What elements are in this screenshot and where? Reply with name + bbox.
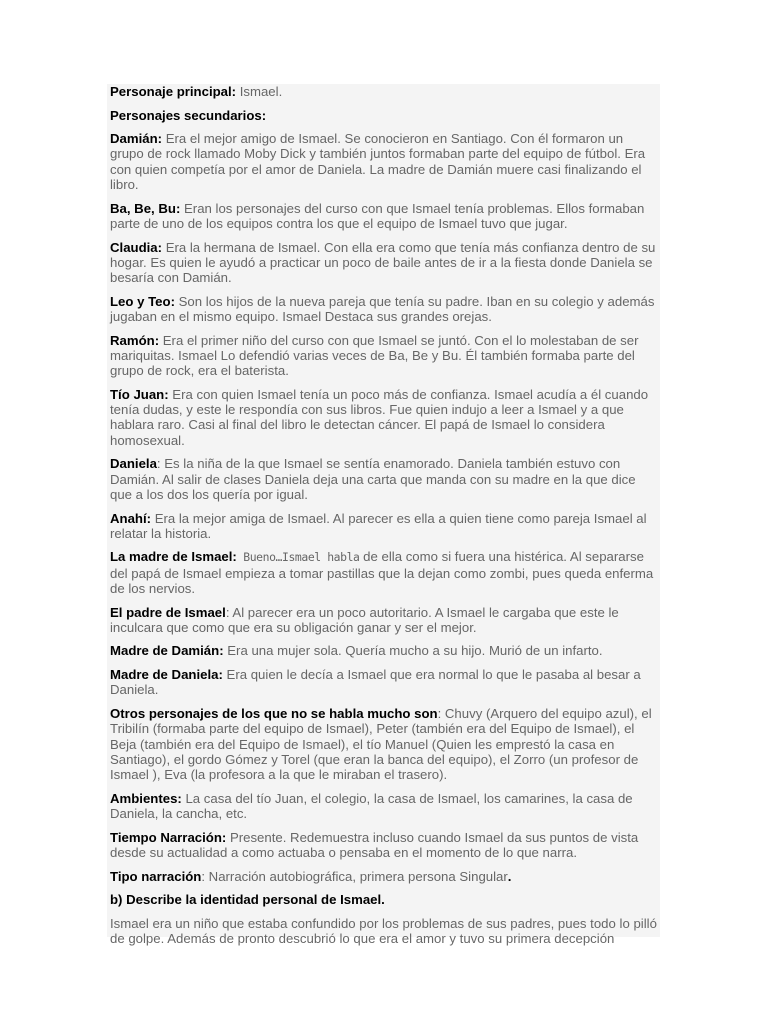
text-entry xyxy=(107,108,660,123)
entry-label: Damián: xyxy=(110,131,163,147)
entry-label: Madre de Daniela: xyxy=(110,667,223,683)
entry-text: Era el mejor amigo de Ismael. Se conocieron en Santiago. Con él formaron un grupo de rock llamado Moby Dick y también juntos formaban parte del equipo de fútbol. Era con quien competía por el amor de Daniela. La madre de Damián muere casi finalizando el libro. xyxy=(110,131,646,193)
entry-text: Eran los personajes del curso con que Ismael tenía problemas. Ellos formaban parte de uno de los equipos contra los que el equipo de Ismael tuvo que jugar. xyxy=(110,200,645,231)
entry-label: Leo y Teo: xyxy=(110,293,175,309)
entry-text: : Chuvy (Arquero del equipo azul), el Tribilín (formaba parte del equipo de Ismael), Peter (también era del Equipo de Ismael), el Beja (también era del Equipo de Ismael), el tío Manuel (Quien les emprestó la casa en Santiago), el gordo Gómez y Torel (que eran la banca del equipo), el Zorro (un profesor de Ismael ), Eva (la profesora a la que le miraban el trasero). xyxy=(110,705,652,783)
text-entry xyxy=(107,605,660,636)
entry-label: Otros personajes de los que no se habla mucho son xyxy=(110,705,438,721)
entry-label: Madre de Damián: xyxy=(110,643,224,659)
entry-text: Ismael. xyxy=(236,84,283,99)
text-entry xyxy=(107,294,660,325)
entry-text: Era una mujer sola. Quería mucho a su hijo. Murió de un infarto. xyxy=(223,643,603,659)
entry-text: : Al parecer era un poco autoritario. A Ismael le cargaba que este le inculcara que como que era su obligación ganar y ser el mejor. xyxy=(110,604,619,635)
entry-text: : Es la niña de la que Ismael se sentía enamorado. Daniela también estuvo con Damián. Al salir de clases Daniela deja una carta que manda con su madre en la que dice que a los dos los quería por igual. xyxy=(110,456,636,502)
entry-text: Era el primer niño del curso con que Ismael se juntó. Con el lo molestaban de ser mariquitas. Ismael Lo defendió varias veces de Ba, Be y Bu. Él también formaba parte del grupo de rock, era el baterista. xyxy=(110,332,639,379)
entry-text: Era la hermana de Ismael. Con ella era como que tenía más confianza dentro de su hogar. Es quien le ayudó a practicar un poco de baile antes de ir a la fiesta donde Daniela se besaría con Damián. xyxy=(110,239,656,286)
entry-text: de ella como si fuera una histérica. Al separarse del papá de Ismael empieza a tomar pastillas que la dejan como zombi, pues queda enferma de los nervios. xyxy=(110,549,654,596)
text-entry xyxy=(107,131,660,192)
text-entry xyxy=(107,549,660,596)
entry-text: : Narración autobiográfica, primera persona Singular xyxy=(201,868,508,884)
entry-label: Ba, Be, Bu: xyxy=(110,200,181,216)
text-entry xyxy=(107,387,660,448)
identity-paragraph: Ismael era un niño que estaba confundido por los problemas de sus padres, pues todo lo pilló de golpe. Además de pronto descubrió lo que era el amor y tuvo su primera decepción xyxy=(110,915,657,946)
text-entry xyxy=(107,240,660,286)
entry-text: Era la mejor amiga de Ismael. Al parecer es ella a quien tiene como pareja Ismael al relatar la historia. xyxy=(110,510,647,541)
entry-text: Era quien le decía a Ismael que era normal lo que le pasaba al besar a Daniela. xyxy=(110,667,641,698)
entry-tail: . xyxy=(507,868,512,884)
text-entry xyxy=(107,706,660,782)
entry-label: Anahí: xyxy=(110,510,152,526)
document-page xyxy=(107,84,660,946)
entry-text: Son los hijos de la nueva pareja que tenía su padre. Iban en su colegio y además jugaban en el mismo equipo. Ismael Destaca sus grandes orejas. xyxy=(110,293,655,325)
character-list xyxy=(107,84,660,907)
text-entry xyxy=(107,892,660,907)
text-entry xyxy=(107,456,660,502)
entry-text: Era con quien Ismael tenía un poco más de confianza. Ismael acudía a él cuando tenía dudas, y este le respondía con sus libros. Fue quien indujo a leer a Ismael y a que hablara raro. Casi al final del libro le detectan cáncer. El papá de Ismael lo considera homosexual. xyxy=(110,386,649,448)
text-entry xyxy=(107,830,660,861)
entry-label: Daniela xyxy=(110,456,157,472)
entry-label: Claudia: xyxy=(110,239,163,255)
text-entry xyxy=(107,333,660,379)
text-entry xyxy=(107,869,660,884)
entry-label: La madre de Ismael: xyxy=(110,549,237,565)
text-entry xyxy=(107,791,660,822)
entry-label: Ambientes: xyxy=(110,790,182,806)
text-entry xyxy=(107,643,660,658)
entry-text: Presente. Redemuestra incluso cuando Ismael da sus puntos de vista desde su actualidad a como actuaba o pensaba en el momento de lo que narra. xyxy=(110,829,639,860)
text-entry xyxy=(107,667,660,698)
entry-label: Personajes secundarios: xyxy=(110,107,267,123)
entry-label: Ramón: xyxy=(110,332,160,348)
entry-label: Tipo narración xyxy=(110,868,202,884)
text-entry xyxy=(107,201,660,232)
entry-label: b) Describe la identidad personal de Ismael. xyxy=(110,892,385,908)
text-entry xyxy=(107,511,660,542)
entry-label: El padre de Ismael xyxy=(110,604,226,620)
entry-mono-text: Bueno…Ismael habla xyxy=(236,550,360,565)
entry-label: Personaje principal: xyxy=(110,84,237,99)
entry-label: Tío Juan: xyxy=(110,386,169,402)
entry-label: Tiempo Narración: xyxy=(110,829,227,845)
entry-text: La casa del tío Juan, el colegio, la casa de Ismael, los camarines, la casa de Daniela, la cancha, etc. xyxy=(110,790,633,822)
text-entry xyxy=(107,84,660,99)
